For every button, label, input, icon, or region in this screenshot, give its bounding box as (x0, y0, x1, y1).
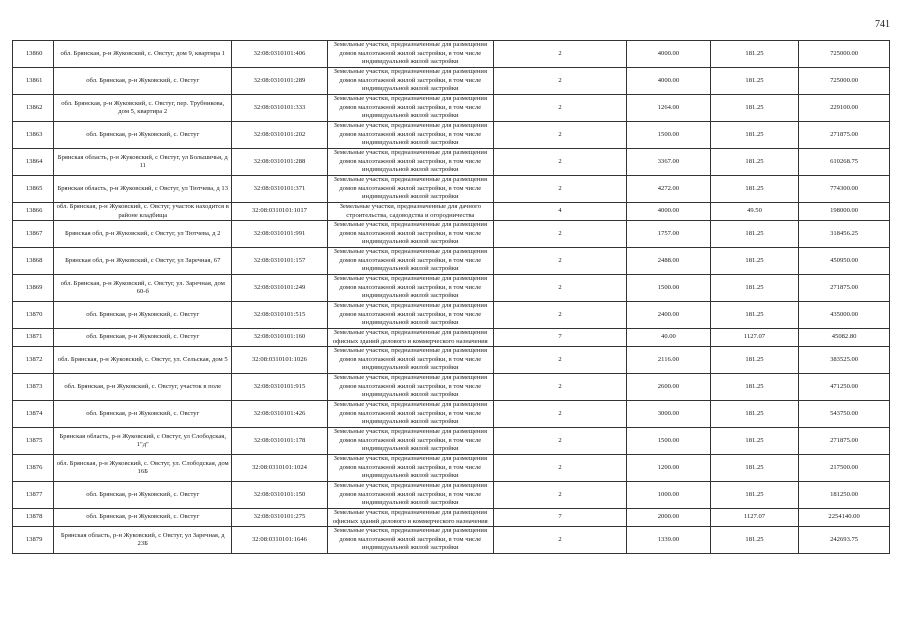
address-cell: Брянская обл, р-н Жуковский, с Овстуг, ул Заречная, 67 (54, 248, 232, 275)
address-cell: обл. Брянская, р-н Жуковский, с. Овстуг, дом 9, квартира 1 (54, 41, 232, 68)
row-number-cell: 13879 (13, 527, 54, 554)
address-cell: обл. Брянская, р-н Жуковский, с. Овстуг (54, 302, 232, 329)
cadastral-value-cell: 543750.00 (799, 401, 890, 428)
rate-cell: 181.25 (710, 149, 798, 176)
land-use-cell: Земельные участки, предназначенные для размещения домов малоэтажной жилой застройки, в том числе индивидуальной жилой застройки (327, 347, 493, 374)
land-use-cell: Земельные участки, предназначенные для размещения домов малоэтажной жилой застройки, в том числе индивидуальной жилой застройки (327, 275, 493, 302)
table-row (13, 329, 890, 347)
group-cell: 2 (493, 527, 626, 554)
row-number-cell: 13864 (13, 149, 54, 176)
land-use-cell: Земельные участки, предназначенные для размещения домов малоэтажной жилой застройки, в том числе индивидуальной жилой застройки (327, 95, 493, 122)
table-row (13, 275, 890, 302)
rate-cell: 181.25 (710, 302, 798, 329)
table-row (13, 203, 890, 221)
group-cell: 7 (493, 329, 626, 347)
table-row (13, 149, 890, 176)
cadastral-number-cell: 32:08:0310101:160 (232, 329, 327, 347)
rate-cell: 181.25 (710, 248, 798, 275)
rate-cell: 181.25 (710, 527, 798, 554)
cadastral-number-cell: 32:08:0310101:1017 (232, 203, 327, 221)
rate-cell: 181.25 (710, 374, 798, 401)
row-number-cell: 13872 (13, 347, 54, 374)
area-cell: 1500.00 (627, 275, 711, 302)
area-cell: 4272.00 (627, 176, 711, 203)
address-cell: обл. Брянская, р-н Жуковский, с. Овстуг, участок в поле (54, 374, 232, 401)
rate-cell: 181.25 (710, 122, 798, 149)
rate-cell: 181.25 (710, 428, 798, 455)
row-number-cell: 13874 (13, 401, 54, 428)
land-use-cell: Земельные участки, предназначенные для размещения офисных зданий делового и коммерческого назначения (327, 329, 493, 347)
table-row (13, 347, 890, 374)
cadastral-value-cell: 471250.00 (799, 374, 890, 401)
cadastral-number-cell: 32:08:0310101:275 (232, 509, 327, 527)
cadastral-number-cell: 32:08:0310101:1646 (232, 527, 327, 554)
land-use-cell: Земельные участки, предназначенные для размещения домов малоэтажной жилой застройки, в том числе индивидуальной жилой застройки (327, 68, 493, 95)
land-use-cell: Земельные участки, предназначенные для размещения домов малоэтажной жилой застройки, в том числе индивидуальной жилой застройки (327, 428, 493, 455)
address-cell: обл. Брянская, р-н Жуковский, с. Овстуг, ул. Сельская, дом 5 (54, 347, 232, 374)
row-number-cell: 13862 (13, 95, 54, 122)
cadastral-number-cell: 32:08:0310101:915 (232, 374, 327, 401)
address-cell: Брянская область, р-н Жуковский, с Овстуг, ул Большичья, д 11 (54, 149, 232, 176)
cadastral-number-cell: 32:08:0310101:406 (232, 41, 327, 68)
address-cell: обл. Брянская, р-н Жуковский, с. Овстуг (54, 68, 232, 95)
table-row (13, 482, 890, 509)
address-cell: Брянская область, р-н Жуковский, с Овстуг, ул Слободская, 1"д" (54, 428, 232, 455)
rate-cell: 181.25 (710, 482, 798, 509)
table-row (13, 302, 890, 329)
row-number-cell: 13860 (13, 41, 54, 68)
cadastral-number-cell: 32:08:0310101:426 (232, 401, 327, 428)
area-cell: 3367.00 (627, 149, 711, 176)
address-cell: обл. Брянская, р-н Жуковский, с. Овстуг, пер. Трубникова, дом 5, квартира 2 (54, 95, 232, 122)
rate-cell: 1127.07 (710, 329, 798, 347)
rate-cell: 1127.07 (710, 509, 798, 527)
cadastral-value-cell: 198000.00 (799, 203, 890, 221)
rate-cell: 181.25 (710, 275, 798, 302)
rate-cell: 181.25 (710, 95, 798, 122)
cadastral-value-cell: 435000.00 (799, 302, 890, 329)
row-number-cell: 13877 (13, 482, 54, 509)
row-number-cell: 13875 (13, 428, 54, 455)
table-row (13, 95, 890, 122)
cadastral-number-cell: 32:08:0310101:1026 (232, 347, 327, 374)
row-number-cell: 13865 (13, 176, 54, 203)
row-number-cell: 13867 (13, 221, 54, 248)
rate-cell: 181.25 (710, 68, 798, 95)
area-cell: 2000.00 (627, 509, 711, 527)
group-cell: 4 (493, 203, 626, 221)
cadastral-value-cell: 610268.75 (799, 149, 890, 176)
rate-cell: 49.50 (710, 203, 798, 221)
group-cell: 7 (493, 509, 626, 527)
area-cell: 2600.00 (627, 374, 711, 401)
cadastral-number-cell: 32:08:0310101:178 (232, 428, 327, 455)
cadastral-number-cell: 32:08:0310101:249 (232, 275, 327, 302)
cadastral-number-cell: 32:08:0310101:1024 (232, 455, 327, 482)
group-cell: 2 (493, 482, 626, 509)
table-row (13, 401, 890, 428)
group-cell: 2 (493, 401, 626, 428)
area-cell: 4000.00 (627, 68, 711, 95)
row-number-cell: 13876 (13, 455, 54, 482)
group-cell: 2 (493, 428, 626, 455)
land-use-cell: Земельные участки, предназначенные для размещения домов малоэтажной жилой застройки, в том числе индивидуальной жилой застройки (327, 149, 493, 176)
area-cell: 2116.00 (627, 347, 711, 374)
land-use-cell: Земельные участки, предназначенные для размещения домов малоэтажной жилой застройки, в том числе индивидуальной жилой застройки (327, 527, 493, 554)
cadastral-value-cell: 725000.00 (799, 68, 890, 95)
area-cell: 1339.00 (627, 527, 711, 554)
area-cell: 4000.00 (627, 41, 711, 68)
group-cell: 2 (493, 68, 626, 95)
address-cell: Брянская обл, р-н Жуковский, с Овстуг, ул Тютчева, д 2 (54, 221, 232, 248)
area-cell: 2488.00 (627, 248, 711, 275)
group-cell: 2 (493, 122, 626, 149)
group-cell: 2 (493, 221, 626, 248)
rate-cell: 181.25 (710, 221, 798, 248)
group-cell: 2 (493, 95, 626, 122)
group-cell: 2 (493, 347, 626, 374)
row-number-cell: 13866 (13, 203, 54, 221)
group-cell: 2 (493, 41, 626, 68)
group-cell: 2 (493, 275, 626, 302)
cadastral-value-cell: 242693.75 (799, 527, 890, 554)
cadastral-value-cell: 217500.00 (799, 455, 890, 482)
land-use-cell: Земельные участки, предназначенные для дачного строительства, садоводства и огородничества (327, 203, 493, 221)
row-number-cell: 13873 (13, 374, 54, 401)
group-cell: 2 (493, 374, 626, 401)
cadastral-value-cell: 450950.00 (799, 248, 890, 275)
cadastral-value-cell: 271875.00 (799, 275, 890, 302)
area-cell: 1757.00 (627, 221, 711, 248)
address-cell: обл. Брянская, р-н Жуковский, с. Овстуг (54, 482, 232, 509)
row-number-cell: 13863 (13, 122, 54, 149)
cadastral-number-cell: 32:08:0310101:991 (232, 221, 327, 248)
area-cell: 1500.00 (627, 122, 711, 149)
area-cell: 1500.00 (627, 428, 711, 455)
land-use-cell: Земельные участки, предназначенные для размещения домов малоэтажной жилой застройки, в том числе индивидуальной жилой застройки (327, 482, 493, 509)
group-cell: 2 (493, 149, 626, 176)
area-cell: 1200.00 (627, 455, 711, 482)
row-number-cell: 13871 (13, 329, 54, 347)
table-row (13, 509, 890, 527)
table-row (13, 428, 890, 455)
cadastral-value-cell: 271875.00 (799, 428, 890, 455)
cadastral-number-cell: 32:08:0310101:288 (232, 149, 327, 176)
cadastral-number-cell: 32:08:0310101:371 (232, 176, 327, 203)
rate-cell: 181.25 (710, 401, 798, 428)
cadastral-value-cell: 383525.00 (799, 347, 890, 374)
area-cell: 1000.00 (627, 482, 711, 509)
table-row (13, 68, 890, 95)
land-use-cell: Земельные участки, предназначенные для размещения домов малоэтажной жилой застройки, в том числе индивидуальной жилой застройки (327, 248, 493, 275)
land-use-cell: Земельные участки, предназначенные для размещения домов малоэтажной жилой застройки, в том числе индивидуальной жилой застройки (327, 122, 493, 149)
table-row (13, 374, 890, 401)
address-cell: обл. Брянская, р-н Жуковский, с. Овстуг (54, 122, 232, 149)
address-cell: обл. Брянская, р-н Жуковский, с. Овстуг (54, 509, 232, 527)
group-cell: 2 (493, 302, 626, 329)
page-number: 741 (875, 19, 890, 30)
table-row (13, 176, 890, 203)
cadastral-number-cell: 32:08:0310101:289 (232, 68, 327, 95)
address-cell: обл. Брянская, р-н Жуковский, с. Овстуг (54, 329, 232, 347)
land-use-cell: Земельные участки, предназначенные для размещения домов малоэтажной жилой застройки, в том числе индивидуальной жилой застройки (327, 221, 493, 248)
table-row (13, 221, 890, 248)
row-number-cell: 13869 (13, 275, 54, 302)
land-use-cell: Земельные участки, предназначенные для размещения домов малоэтажной жилой застройки, в том числе индивидуальной жилой застройки (327, 401, 493, 428)
cadastral-number-cell: 32:08:0310101:202 (232, 122, 327, 149)
rate-cell: 181.25 (710, 455, 798, 482)
land-use-cell: Земельные участки, предназначенные для размещения домов малоэтажной жилой застройки, в том числе индивидуальной жилой застройки (327, 41, 493, 68)
area-cell: 3000.00 (627, 401, 711, 428)
rate-cell: 181.25 (710, 176, 798, 203)
table-row (13, 527, 890, 554)
table-row (13, 41, 890, 68)
address-cell: Брянская область, р-н Жуковский, с Овстуг, ул Тютчева, д 13 (54, 176, 232, 203)
row-number-cell: 13870 (13, 302, 54, 329)
cadastral-value-cell: 2254140.00 (799, 509, 890, 527)
row-number-cell: 13861 (13, 68, 54, 95)
table-row (13, 248, 890, 275)
land-use-cell: Земельные участки, предназначенные для размещения офисных зданий делового и коммерческого назначения (327, 509, 493, 527)
cadastral-number-cell: 32:08:0310101:150 (232, 482, 327, 509)
cadastral-number-cell: 32:08:0310101:515 (232, 302, 327, 329)
cadastral-value-cell: 725000.00 (799, 41, 890, 68)
address-cell: обл. Брянская, р-н Жуковский, с. Овстуг (54, 401, 232, 428)
cadastral-value-cell: 318456.25 (799, 221, 890, 248)
row-number-cell: 13878 (13, 509, 54, 527)
row-number-cell: 13868 (13, 248, 54, 275)
table-row (13, 122, 890, 149)
address-cell: обл. Брянская, р-н Жуковский, с. Овстуг, ул. Заречная, дом 60-б (54, 275, 232, 302)
cadastral-number-cell: 32:08:0310101:157 (232, 248, 327, 275)
area-cell: 2400.00 (627, 302, 711, 329)
land-use-cell: Земельные участки, предназначенные для размещения домов малоэтажной жилой застройки, в том числе индивидуальной жилой застройки (327, 302, 493, 329)
group-cell: 2 (493, 455, 626, 482)
address-cell: обл. Брянская, р-н Жуковский, с. Овстуг, участок находится в районе кладбища (54, 203, 232, 221)
table-row (13, 455, 890, 482)
group-cell: 2 (493, 176, 626, 203)
cadastral-value-cell: 229100.00 (799, 95, 890, 122)
rate-cell: 181.25 (710, 41, 798, 68)
cadastral-value-cell: 181250.00 (799, 482, 890, 509)
land-use-cell: Земельные участки, предназначенные для размещения домов малоэтажной жилой застройки, в том числе индивидуальной жилой застройки (327, 374, 493, 401)
table-body (13, 41, 890, 554)
rate-cell: 181.25 (710, 347, 798, 374)
group-cell: 2 (493, 248, 626, 275)
area-cell: 4000.00 (627, 203, 711, 221)
area-cell: 40.00 (627, 329, 711, 347)
cadastral-value-cell: 774300.00 (799, 176, 890, 203)
address-cell: обл. Брянская, р-н Жуковский, с. Овстуг, ул. Слободская, дом 16Б (54, 455, 232, 482)
cadastral-value-cell: 45082.80 (799, 329, 890, 347)
land-use-cell: Земельные участки, предназначенные для размещения домов малоэтажной жилой застройки, в том числе индивидуальной жилой застройки (327, 176, 493, 203)
land-use-cell: Земельные участки, предназначенные для размещения домов малоэтажной жилой застройки, в том числе индивидуальной жилой застройки (327, 455, 493, 482)
cadastral-value-cell: 271875.00 (799, 122, 890, 149)
land-plots-table (12, 40, 890, 554)
address-cell: Брянская область, р-н Жуковский, с Овстуг, ул Заречная, д 23Б (54, 527, 232, 554)
cadastral-number-cell: 32:08:0310101:333 (232, 95, 327, 122)
area-cell: 1264.00 (627, 95, 711, 122)
